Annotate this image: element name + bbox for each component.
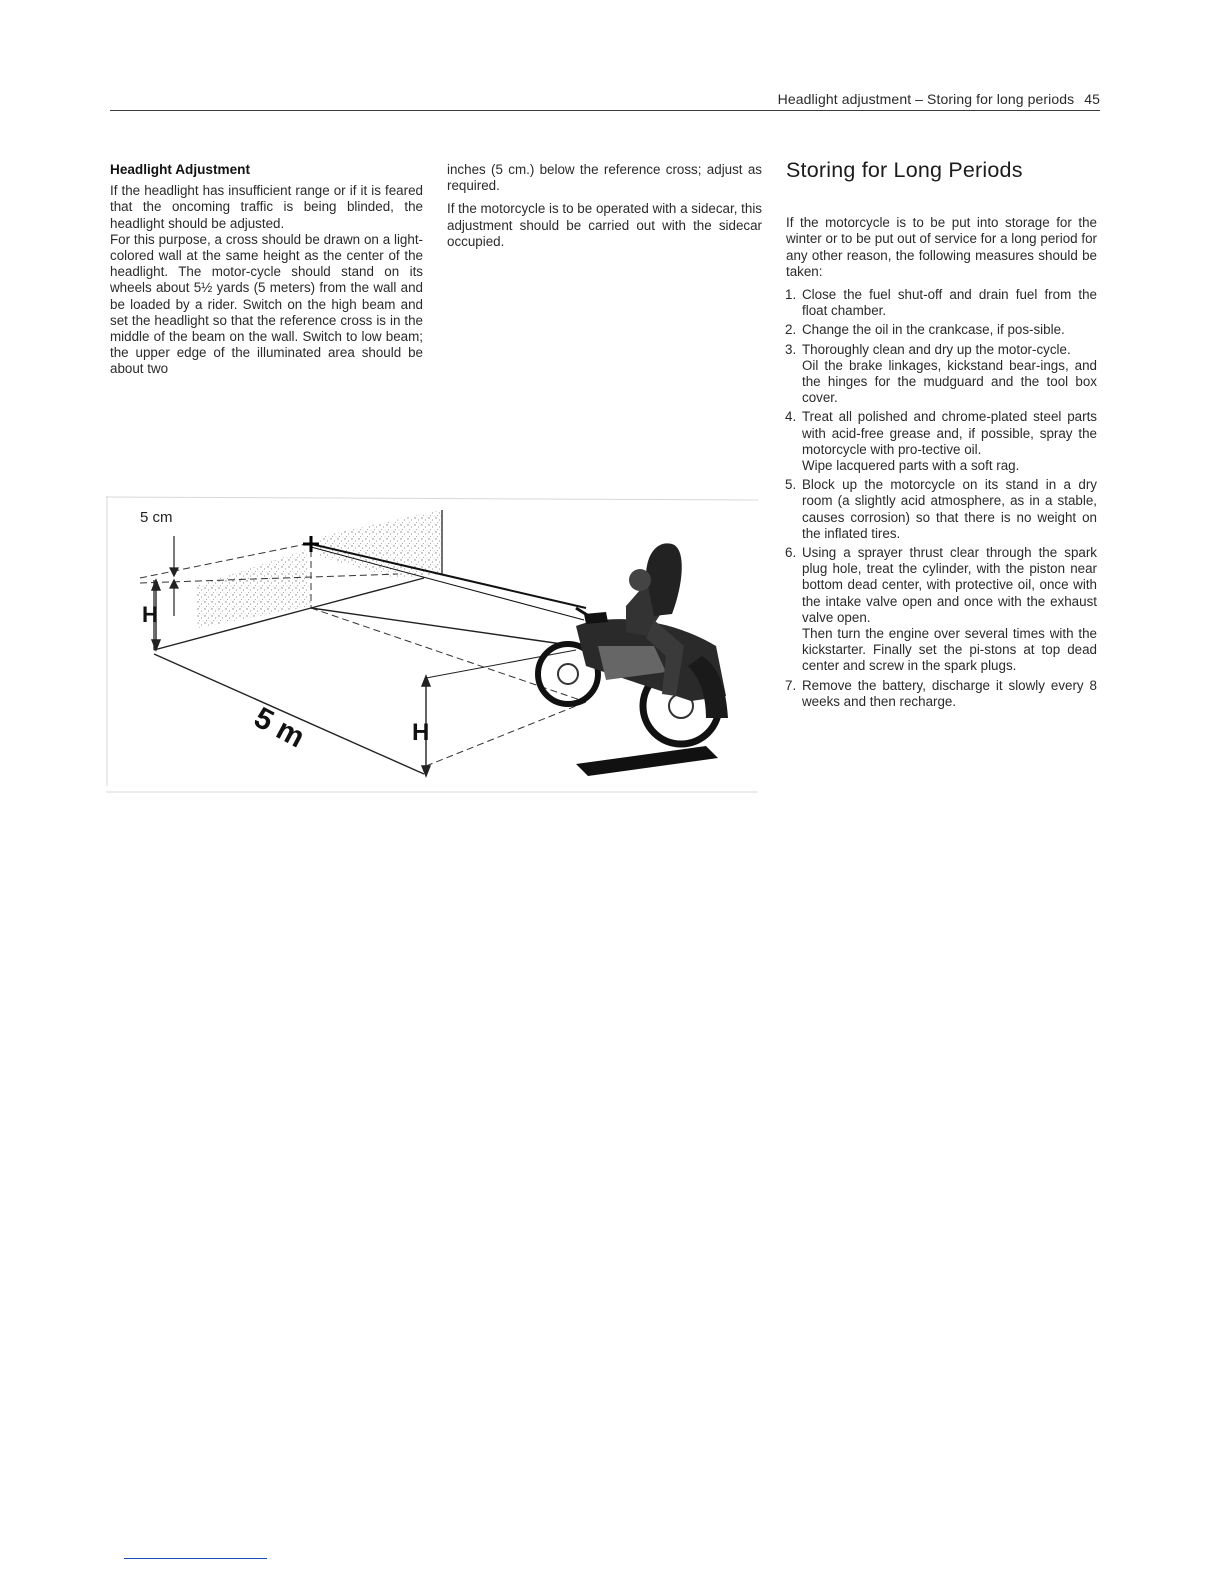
illuminated-area-left bbox=[196, 550, 311, 628]
column-1 bbox=[110, 162, 423, 385]
label-distance: 5 m bbox=[248, 701, 310, 755]
list-item: 7. Remove the battery, discharge it slowly every 8 weeks and then recharge. bbox=[785, 677, 1097, 709]
column-2 bbox=[447, 162, 762, 257]
storing-intro: If the motorcycle is to be put into storage for the winter or to be put out of service for a long period for any other reason, the following measures should be taken: bbox=[786, 215, 1097, 279]
reference-cross-icon bbox=[303, 536, 319, 552]
dashed-guides bbox=[140, 543, 586, 766]
label-5cm: 5 cm bbox=[140, 509, 173, 526]
headlight-paragraph-2-continued: inches (5 cm.) below the reference cross; adjust as required. bbox=[447, 162, 762, 194]
page-number: 45 bbox=[1084, 91, 1100, 107]
list-item: 5. Block up the motorcycle on its stand in a dry room (a slightly acid atmosphere, as in a stable, causes corrosion) so that there is no weight on the inflated tires. bbox=[785, 477, 1097, 541]
list-item: 6. Using a sprayer thrust clear through the spark plug hole, treat the cylinder, with the piston near bottom dead center, with protective oil, once with the intake valve open and once with the exhaust valve open. Then turn the engine over several times with the kickstarter. Finally set the pi-stons at top dead center and screw in the spark plugs. bbox=[785, 545, 1097, 674]
list-item: 4. Treat all polished and chrome-plated steel parts with acid-free grease and, if possible, spray the motorcycle with pro-tective oil. Wipe lacquered parts with a soft rag. bbox=[785, 409, 1097, 474]
headlight-adjustment-figure bbox=[106, 496, 758, 794]
list-item: 3. Thoroughly clean and dry up the motor-cycle. Oil the brake linkages, kickstand bear-ings, and the hinges for the mudguard and the tool box cover. bbox=[785, 341, 1097, 406]
label-height-wall: H bbox=[142, 602, 158, 627]
running-head-title: Headlight adjustment – Storing for long periods bbox=[777, 91, 1075, 107]
illuminated-area-right bbox=[318, 510, 442, 578]
bike-height-arrow-icon bbox=[422, 650, 576, 776]
header-rule bbox=[110, 110, 1100, 111]
list-item: 1. Close the fuel shut-off and drain fuel from the float chamber. bbox=[785, 287, 1097, 319]
list-item: 2. Change the oil in the crankcase, if pos-sible. bbox=[785, 322, 1065, 338]
storing-title: Storing for Long Periods bbox=[786, 158, 1023, 182]
column-3 bbox=[785, 158, 1097, 713]
headlight-paragraph-1: If the headlight has insufficient range or if it is feared that the oncoming traffic is being blinded, the headlight should be adjusted. bbox=[110, 183, 423, 231]
storing-steps bbox=[786, 287, 1097, 710]
running-head bbox=[778, 91, 1100, 107]
figure-illustration bbox=[106, 496, 758, 794]
footnote-rule bbox=[124, 1558, 267, 1559]
headlight-paragraph-3: If the motorcycle is to be operated with a sidecar, this adjustment should be carried out with the sidecar occupied. bbox=[447, 201, 762, 249]
5cm-arrow-icon bbox=[170, 536, 178, 616]
motorcycle-rider-illustration bbox=[538, 543, 750, 776]
label-height-bike: H bbox=[412, 719, 430, 746]
headlight-heading: Headlight Adjustment bbox=[110, 162, 250, 177]
headlight-paragraph-2: For this purpose, a cross should be drawn on a light-colored wall at the same height as the center of the headlight. The motor-cycle should stand on its wheels about 5½ yards (5 meters) from the wall and be loaded by a rider. Switch on the high beam and set the headlight so that the reference cross is in the middle of the beam on the wall. Switch to low beam; the upper edge of the illuminated area should be about two bbox=[110, 231, 423, 377]
